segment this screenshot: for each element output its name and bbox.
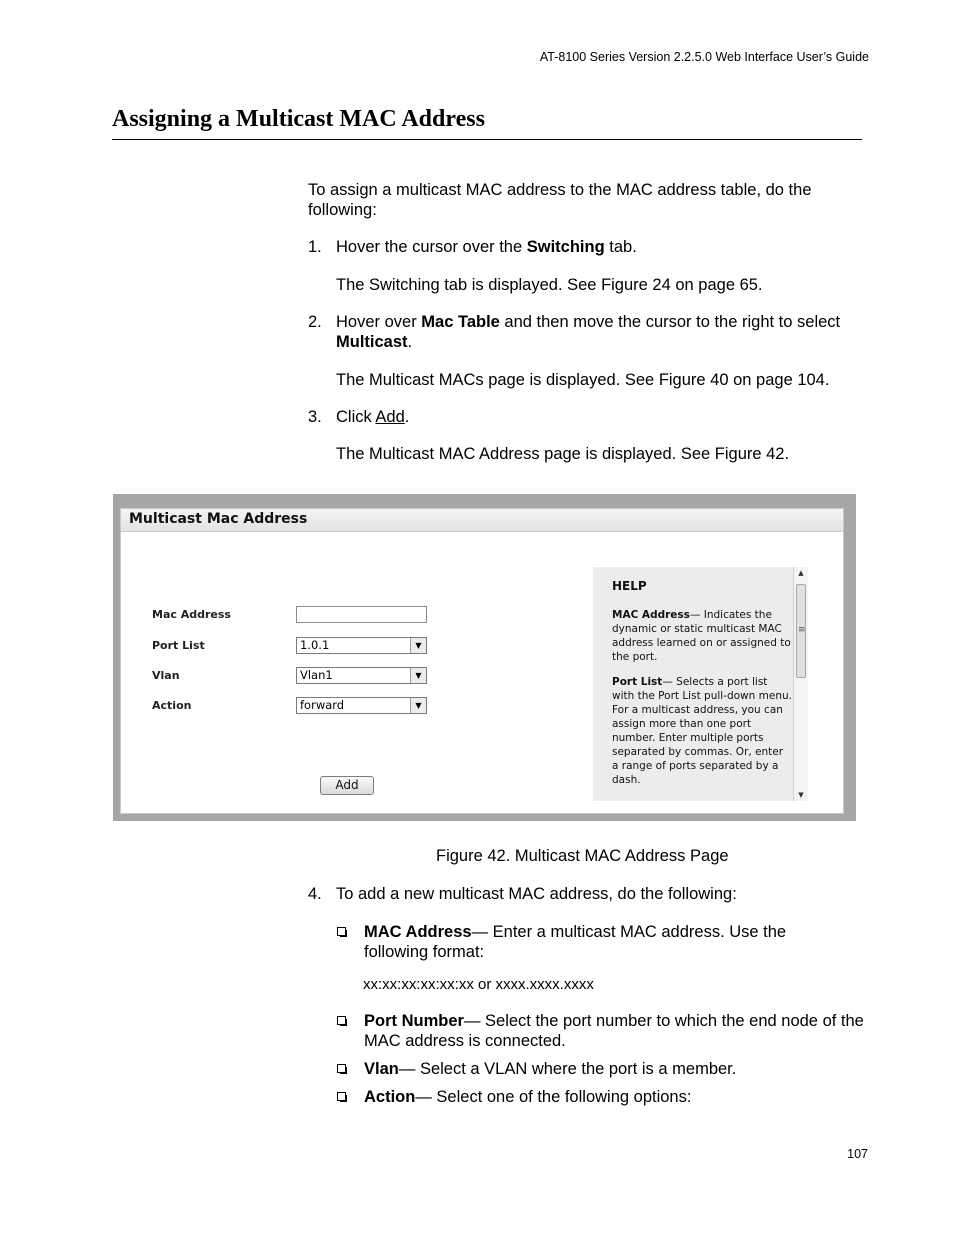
checkbox-bullet-icon: [337, 1016, 346, 1025]
step-number: 4.: [308, 885, 322, 903]
action-value: forward: [300, 698, 345, 712]
bullet-action: Action— Select one of the following options:: [364, 1088, 692, 1106]
step-2-result: The Multicast MACs page is displayed. See Figure 40 on page 104.: [336, 371, 830, 389]
figure-caption: Figure 42. Multicast MAC Address Page: [436, 847, 729, 865]
bullet-mac-address: MAC Address— Enter a multicast MAC address. Use the following format:: [364, 923, 787, 961]
action-select[interactable]: [296, 697, 427, 714]
panel-title: Multicast Mac Address: [129, 511, 308, 527]
vlan-label: Vlan: [152, 669, 180, 682]
add-button[interactable]: Add: [320, 776, 374, 795]
help-title: HELP: [612, 579, 647, 593]
step-4-text: To add a new multicast MAC address, do the following:: [336, 885, 737, 903]
format-example: xx:xx:xx:xx:xx:xx or xxxx.xxxx.xxxx: [363, 976, 594, 993]
intro-paragraph: To assign a multicast MAC address to the MAC address table, do the following:: [308, 181, 812, 219]
step-1-result: The Switching tab is displayed. See Figure 24 on page 65.: [336, 276, 763, 294]
checkbox-bullet-icon: [337, 1092, 346, 1101]
section-title: Assigning a Multicast MAC Address: [112, 106, 485, 132]
help-paragraph: Port List— Selects a port list with the Port List pull-down menu. For a multicast address, you can assign more than one port number. Enter multiple ports separated by commas. Or, enter a range of ports separated by a dash.: [612, 676, 792, 786]
step-2-text: Hover over Mac Table and then move the cursor to the right to select Multicast.: [336, 313, 841, 351]
step-3-result: The Multicast MAC Address page is displayed. See Figure 42.: [336, 445, 790, 463]
scroll-up-icon[interactable]: ▲: [798, 569, 804, 577]
chevron-down-icon[interactable]: ▼: [410, 638, 426, 653]
scrollbar-thumb[interactable]: [796, 584, 806, 678]
step-3-text: Click Add.: [336, 408, 410, 426]
port-list-label: Port List: [152, 639, 205, 652]
step-number: 1.: [308, 238, 322, 256]
mac-address-label: Mac Address: [152, 608, 231, 621]
step-number: 2.: [308, 313, 322, 331]
figure-screenshot: [113, 494, 856, 821]
multicast-mac-panel: [120, 508, 844, 814]
chevron-down-icon[interactable]: ▼: [410, 668, 426, 683]
checkbox-bullet-icon: [337, 927, 346, 936]
page-number: 107: [847, 1147, 868, 1161]
panel-titlebar: [121, 509, 843, 532]
action-label: Action: [152, 699, 192, 712]
step-1-text: Hover the cursor over the Switching tab.: [336, 238, 637, 256]
help-scrollbar[interactable]: [793, 567, 808, 801]
help-paragraph: MAC Address— Indicates the dynamic or static multicast MAC address learned on or assigned to the port.: [612, 609, 791, 663]
port-list-select[interactable]: [296, 637, 427, 654]
port-list-value: 1.0.1: [300, 638, 330, 652]
step-number: 3.: [308, 408, 322, 426]
chevron-down-icon[interactable]: ▼: [410, 698, 426, 713]
vlan-select[interactable]: [296, 667, 427, 684]
scroll-down-icon[interactable]: ▼: [798, 791, 804, 799]
grip-icon: ≡: [798, 625, 806, 635]
help-panel: [593, 567, 808, 801]
mac-address-input[interactable]: [296, 606, 427, 623]
vlan-value: Vlan1: [300, 668, 333, 682]
running-header: AT-8100 Series Version 2.2.5.0 Web Interface User’s Guide: [539, 50, 869, 64]
checkbox-bullet-icon: [337, 1064, 346, 1073]
title-rule: [112, 139, 862, 140]
bullet-vlan: Vlan— Select a VLAN where the port is a member.: [364, 1060, 737, 1078]
bullet-port-number: Port Number— Select the port number to which the end node of the MAC address is connected.: [364, 1012, 864, 1050]
add-link[interactable]: Add: [375, 408, 405, 426]
